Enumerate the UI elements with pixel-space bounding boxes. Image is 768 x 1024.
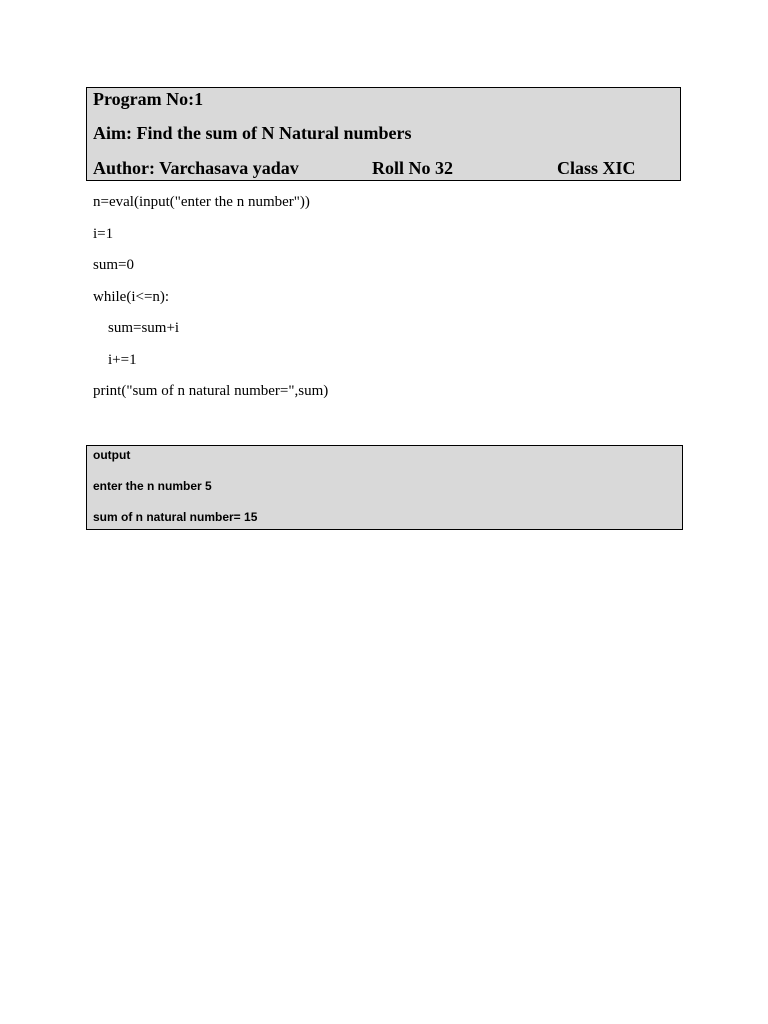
code-line: sum=0 (93, 257, 134, 273)
output-panel (86, 445, 683, 530)
code-line: i+=1 (108, 351, 137, 368)
code-line: n=eval(input("enter the n number")) (93, 194, 310, 210)
program-aim: Aim: Find the sum of N Natural numbers (93, 123, 412, 143)
code-listing (93, 192, 328, 413)
output-title: output (93, 448, 131, 462)
output-line: enter the n number 5 (93, 479, 212, 493)
code-line: i=1 (93, 225, 114, 242)
code-line: sum=sum+i (108, 320, 180, 336)
author-name: Author: Varchasava yadav (93, 158, 299, 178)
class-name: Class XIC (557, 158, 636, 178)
roll-number: Roll No 32 (372, 158, 453, 178)
program-number: Program No:1 (93, 89, 204, 109)
output-line: sum of n natural number= 15 (93, 510, 258, 524)
code-line: print("sum of n natural number=",sum) (93, 383, 329, 399)
code-line: while(i<=n): (93, 288, 170, 305)
program-header (86, 87, 681, 181)
